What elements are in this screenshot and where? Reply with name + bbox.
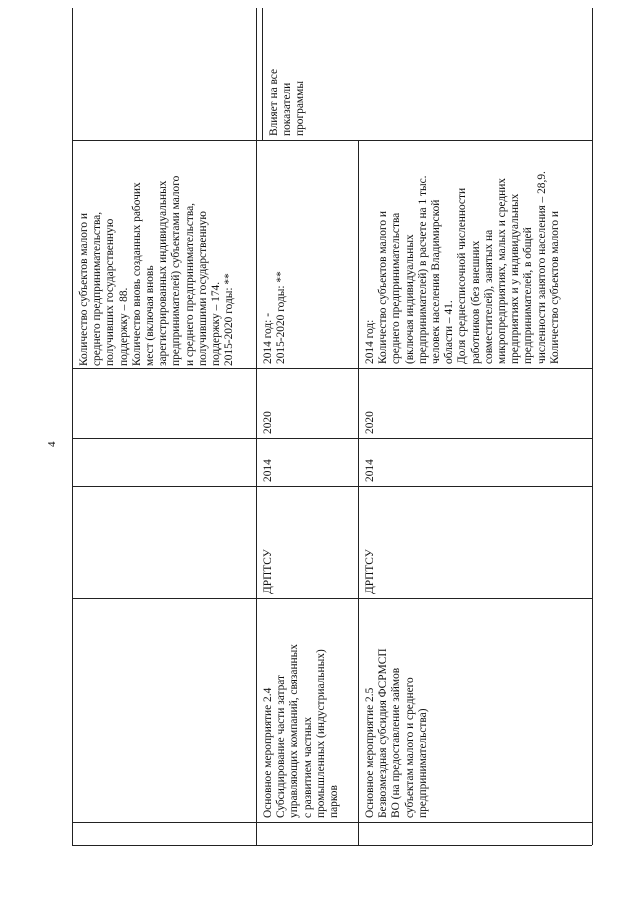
row-2-4-indicators: 2014 год: - 2015-2020 годы: **: [262, 271, 288, 364]
row-2-4-start: 2014: [262, 459, 274, 482]
table-line-1: [72, 368, 592, 369]
table-col-line-3: [262, 8, 263, 140]
table-line-2: [72, 438, 592, 439]
top-row-indicators: Количество субъектов малого и среднего предпринимательства, получивших государственную поддержку – 88. Количество вновь созданных рабочих мест (включая вновь зарегистрированных индивидуальных предпринимателей) субъектами малого и среднего предпринимательства, получившими государственную поддержку – 174. 2015-2020 годы: **: [78, 175, 236, 366]
row-2-5-name: Основное мероприятие 2.5 Безвозмездная субсидия ФСРМСП ВО (на предоставление займов субъектам малого и среднего предпринимательства): [364, 648, 429, 818]
row-2-4-end: 2020: [262, 411, 274, 434]
table-col-line-1: [256, 8, 257, 845]
top-row-effect: Влияет на все показатели программы: [268, 68, 307, 136]
table-line-5: [72, 822, 592, 823]
row-2-5-end: 2020: [364, 411, 376, 434]
row-2-4-name: Основное мероприятие 2.4 Субсидирование части затрат управляющих компаний, связанных с развитием частных промышленных (индустриальных) парков: [262, 643, 341, 818]
row-2-4-executor: ДРПТСУ: [262, 549, 274, 594]
row-2-5-executor: ДРПТСУ: [364, 549, 376, 594]
table-line-4: [72, 598, 592, 599]
table-line-6: [72, 845, 592, 846]
row-2-5-indicators: 2014 год: Количество субъектов малого и среднего предпринимательства (включая индивидуальных предпринимателей) в расчете на 1 тыс. человек населения Владимирской области – 41. Доля среднесписочной численности работников (без внешних совместителей), занятых на микропредприятиях, малых и средних предприятиях и у индивидуальных предпринимателей, в общей численности занятого населения – 28,9. Количество субъектов малого и: [364, 171, 561, 364]
table-border-right: [592, 8, 593, 845]
row-2-5-start: 2014: [364, 459, 376, 482]
table-border-top: [72, 140, 592, 141]
table-col-line-2: [358, 140, 359, 845]
table-line-3: [72, 486, 592, 487]
page-number: 4: [46, 441, 58, 447]
table-border-left: [72, 8, 73, 845]
